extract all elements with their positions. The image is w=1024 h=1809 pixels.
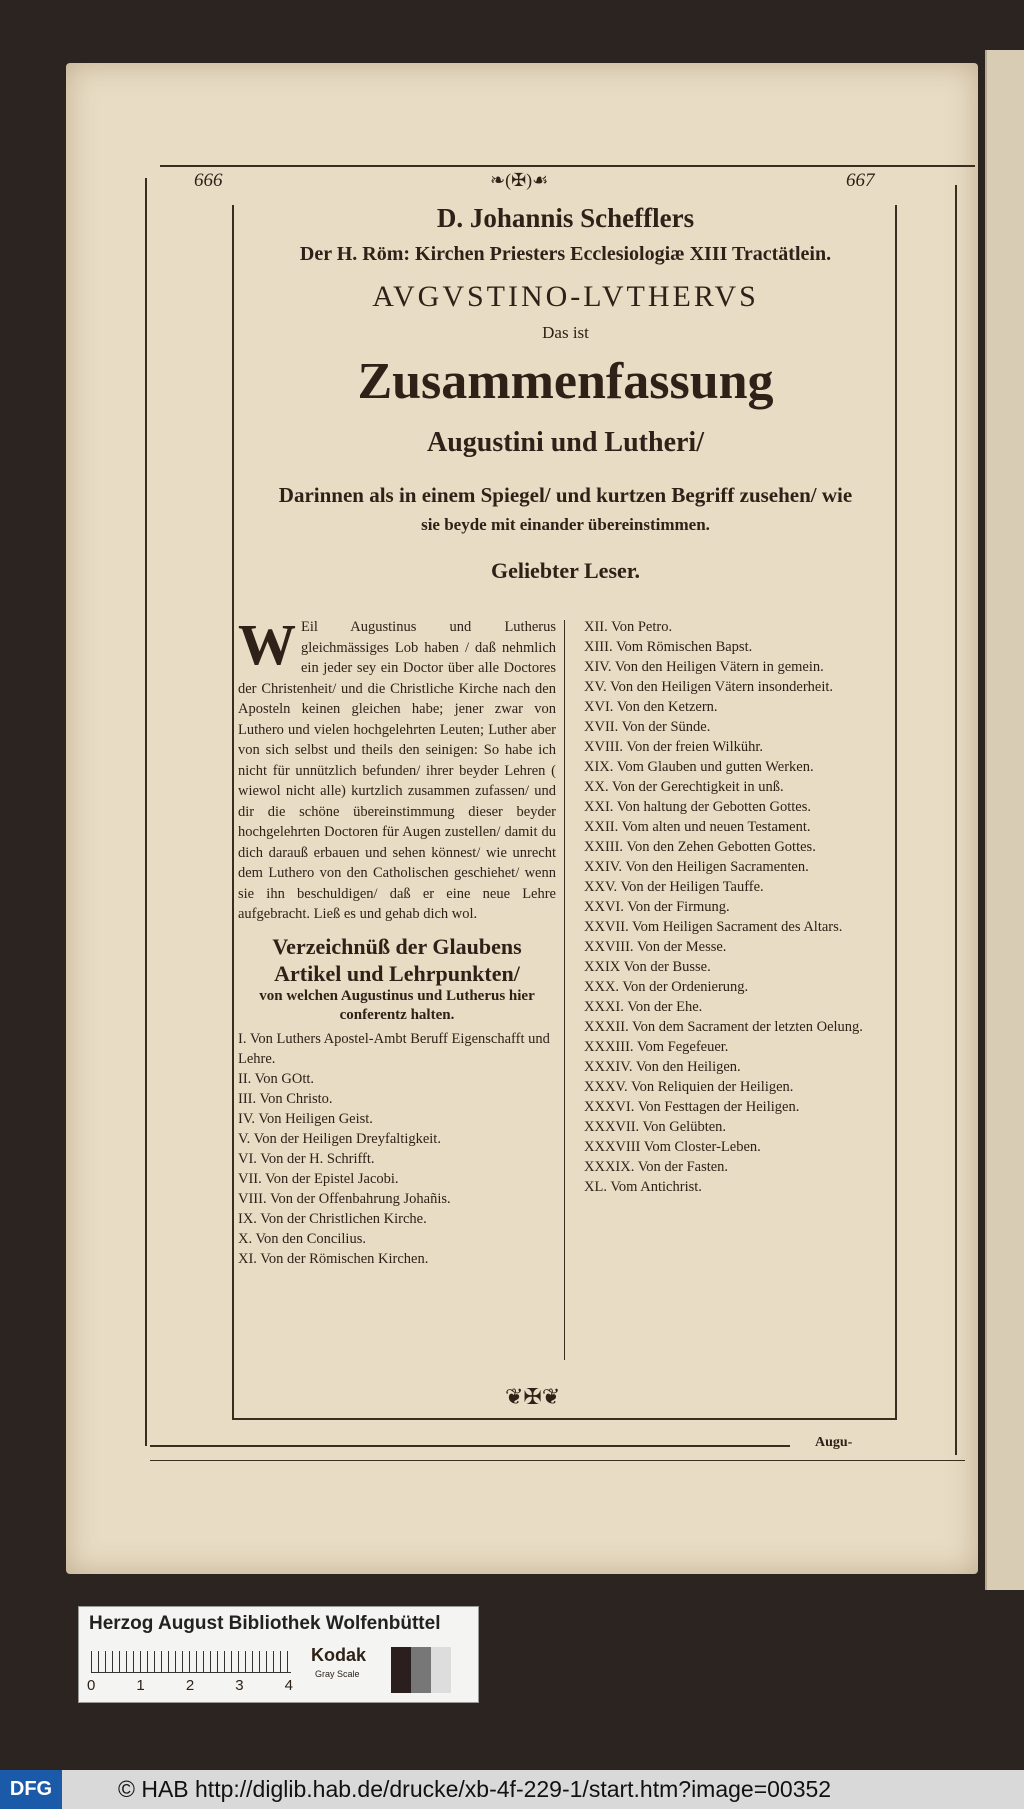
list-item: I. Von Luthers Apostel-Ambt Beruff Eigenschafft und Lehre. xyxy=(238,1030,550,1067)
copyright-link[interactable]: © HAB http://diglib.hab.de/drucke/xb-4f-229-1/start.htm?image=00352 xyxy=(118,1776,832,1802)
catchword: Augu- xyxy=(815,1435,853,1450)
index-heading: Verzeichnüß der Glaubens Artikel und Lehrpunkten/ xyxy=(272,933,522,986)
tick-label: 4 xyxy=(284,1677,293,1694)
bottom-rule-2 xyxy=(150,1460,965,1461)
page-number-left: 666 xyxy=(194,170,223,191)
list-item: XXXVI. Von Festtagen der Heiligen. xyxy=(584,1099,800,1115)
list-item: XXIX Von der Busse. xyxy=(584,959,711,975)
library-color-scale-card xyxy=(78,1606,479,1703)
column-divider xyxy=(564,620,565,1360)
gray-patch-light xyxy=(431,1647,451,1693)
list-item: X. Von den Concilius. xyxy=(238,1230,366,1247)
list-item: XXXV. Von Reliquien der Heiligen. xyxy=(584,1079,794,1095)
outer-left-rule xyxy=(145,178,147,1446)
list-item: XXXIII. Vom Fegefeuer. xyxy=(584,1039,729,1055)
list-item: XIII. Vom Römischen Bapst. xyxy=(584,639,753,655)
tick-label: 3 xyxy=(235,1677,244,1694)
salutation: Geliebter Leser. xyxy=(490,558,641,583)
list-item: III. Von Christo. xyxy=(238,1090,333,1107)
list-item: XV. Von den Heiligen Vätern insonderheit. xyxy=(584,679,834,695)
list-item: XVIII. Von der freien Wilkühr. xyxy=(584,739,764,755)
list-item: XI. Von der Römischen Kirchen. xyxy=(238,1250,429,1267)
page-number-right: 667 xyxy=(846,170,875,191)
drop-cap: W xyxy=(238,612,296,677)
tailpiece-ornament-icon: ❦✠❦ xyxy=(505,1384,561,1409)
tick-label: 2 xyxy=(185,1677,195,1694)
bottom-rule xyxy=(150,1445,790,1447)
ruler xyxy=(91,1651,291,1673)
list-item: XXX. Von der Ordenierung. xyxy=(584,979,749,995)
list-item: XIV. Von den Heiligen Vätern in gemein. xyxy=(584,659,824,675)
list-item: VI. Von der H. Schrifft. xyxy=(238,1150,375,1167)
list-item: XXVI. Von der Firmung. xyxy=(584,899,730,915)
gray-patch-black xyxy=(391,1647,411,1693)
list-item: XVII. Von der Sünde. xyxy=(584,719,711,735)
kodak-brand: Kodak xyxy=(311,1645,367,1665)
subtitle-line: Der H. Röm: Kirchen Priesters Ecclesiologiæ XIII Tractätlein. xyxy=(299,243,832,265)
list-item: II. Von GOtt. xyxy=(238,1070,314,1087)
gray-scale-label: Gray Scale xyxy=(315,1669,360,1679)
title-desc-2: sie beyde mit einander übereinstimmen. xyxy=(421,515,710,534)
list-item: XXIV. Von den Heiligen Sacramenten. xyxy=(584,859,809,875)
list-item: XXXVIII Vom Closter-Leben. xyxy=(584,1139,761,1155)
list-item: XL. Vom Antichrist. xyxy=(584,1179,702,1195)
list-item: XXXVII. Von Gelübten. xyxy=(584,1119,727,1135)
title-desc-1: Darinnen als in einem Spiegel/ und kurtzen Begriff zusehen/ wie xyxy=(278,483,853,507)
das-ist: Das ist xyxy=(542,323,589,342)
list-item: IV. Von Heiligen Geist. xyxy=(238,1110,373,1127)
left-index-list xyxy=(238,1029,556,1269)
list-item: XXV. Von der Heiligen Tauffe. xyxy=(584,879,764,895)
list-item: XIX. Vom Glauben und gutten Werken. xyxy=(584,759,814,775)
list-item: XII. Von Petro. xyxy=(584,619,673,635)
list-item: XXIII. Von den Zehen Gebotten Gottes. xyxy=(584,839,816,855)
list-item: IX. Von der Christlichen Kirche. xyxy=(238,1210,427,1227)
next-page-edge xyxy=(985,50,1024,1590)
title-augustini: Augustini und Lutheri/ xyxy=(427,427,704,458)
list-item: VIII. Von der Offenbahrung Johañis. xyxy=(238,1190,451,1207)
main-title: Zusammenfassung xyxy=(357,353,774,410)
list-item: XVI. Von den Ketzern. xyxy=(584,699,718,715)
index-subheading: von welchen Augustinus und Lutherus hier conferentz halten. xyxy=(259,987,535,1023)
list-item: XXI. Von haltung der Gebotten Gottes. xyxy=(584,799,812,815)
list-item: V. Von der Heiligen Dreyfaltigkeit. xyxy=(238,1130,441,1147)
left-column xyxy=(238,612,556,1269)
author-line: D. Johannis Schefflers xyxy=(436,203,695,233)
preface xyxy=(238,612,556,925)
preface-text: Eil Augustinus und Lutherus gleichmässiges Lob haben / daß nehmlich ein jeder sey ein Doctor über alle Doctores der Christenheit/ und die Christliche Kirche nach den Aposteln keinen gleichen habe; jener zwar von Luthero und vielen hochgelehrten Leuten; Luther aber von sich selbst und theils den seinigen: So habe ich nicht für unnützlich befunden/ ihrer beyder Lehren ( wiewol nicht alle) kurtzlich zusammen zufassen/ und dir die schöne übereinstimmung dieser beyder hochgelehrten Doctoren für Augen zustellen/ damit du dich darauß erbauen und sehen könnest/ wie unrecht dem Luthero von den Catholischen geschiehet/ wenn sie ihn beschuldigen/ daß er eine neue Lehre aufgebracht. Ließ es und gehab dich wol. xyxy=(238,619,556,922)
library-name: Herzog August Bibliothek Wolfenbüttel xyxy=(89,1613,441,1634)
dfg-logo: DFG xyxy=(0,1770,62,1809)
list-item: XXVII. Vom Heiligen Sacrament des Altars. xyxy=(584,919,843,935)
work-title: AVGVSTINO-LVTHERVS xyxy=(372,280,759,313)
outer-right-rule xyxy=(955,185,957,1455)
right-column xyxy=(584,617,888,1197)
list-item: XXXIX. Von der Fasten. xyxy=(584,1159,729,1175)
list-item: XXXIV. Von den Heiligen. xyxy=(584,1059,741,1075)
footer-bar xyxy=(0,1770,1024,1809)
tick-label: 0 xyxy=(87,1677,96,1694)
ruler-labels xyxy=(87,1677,293,1695)
list-item: XXXI. Von der Ehe. xyxy=(584,999,703,1015)
list-item: XXVIII. Von der Messe. xyxy=(584,939,727,955)
inner-bottom-rule xyxy=(232,1418,897,1420)
list-item: XXII. Vom alten und neuen Testament. xyxy=(584,819,811,835)
list-item: XX. Von der Gerechtigkeit in unß. xyxy=(584,779,784,795)
tick-label: 1 xyxy=(136,1677,145,1694)
list-item: XXXII. Von dem Sacrament der letzten Oelung. xyxy=(584,1019,863,1035)
list-item: VII. Von der Epistel Jacobi. xyxy=(238,1170,399,1187)
header-ornament: ❧(✠)☙ xyxy=(490,170,549,190)
gray-patch-mid xyxy=(411,1647,431,1693)
top-rule xyxy=(160,165,975,167)
